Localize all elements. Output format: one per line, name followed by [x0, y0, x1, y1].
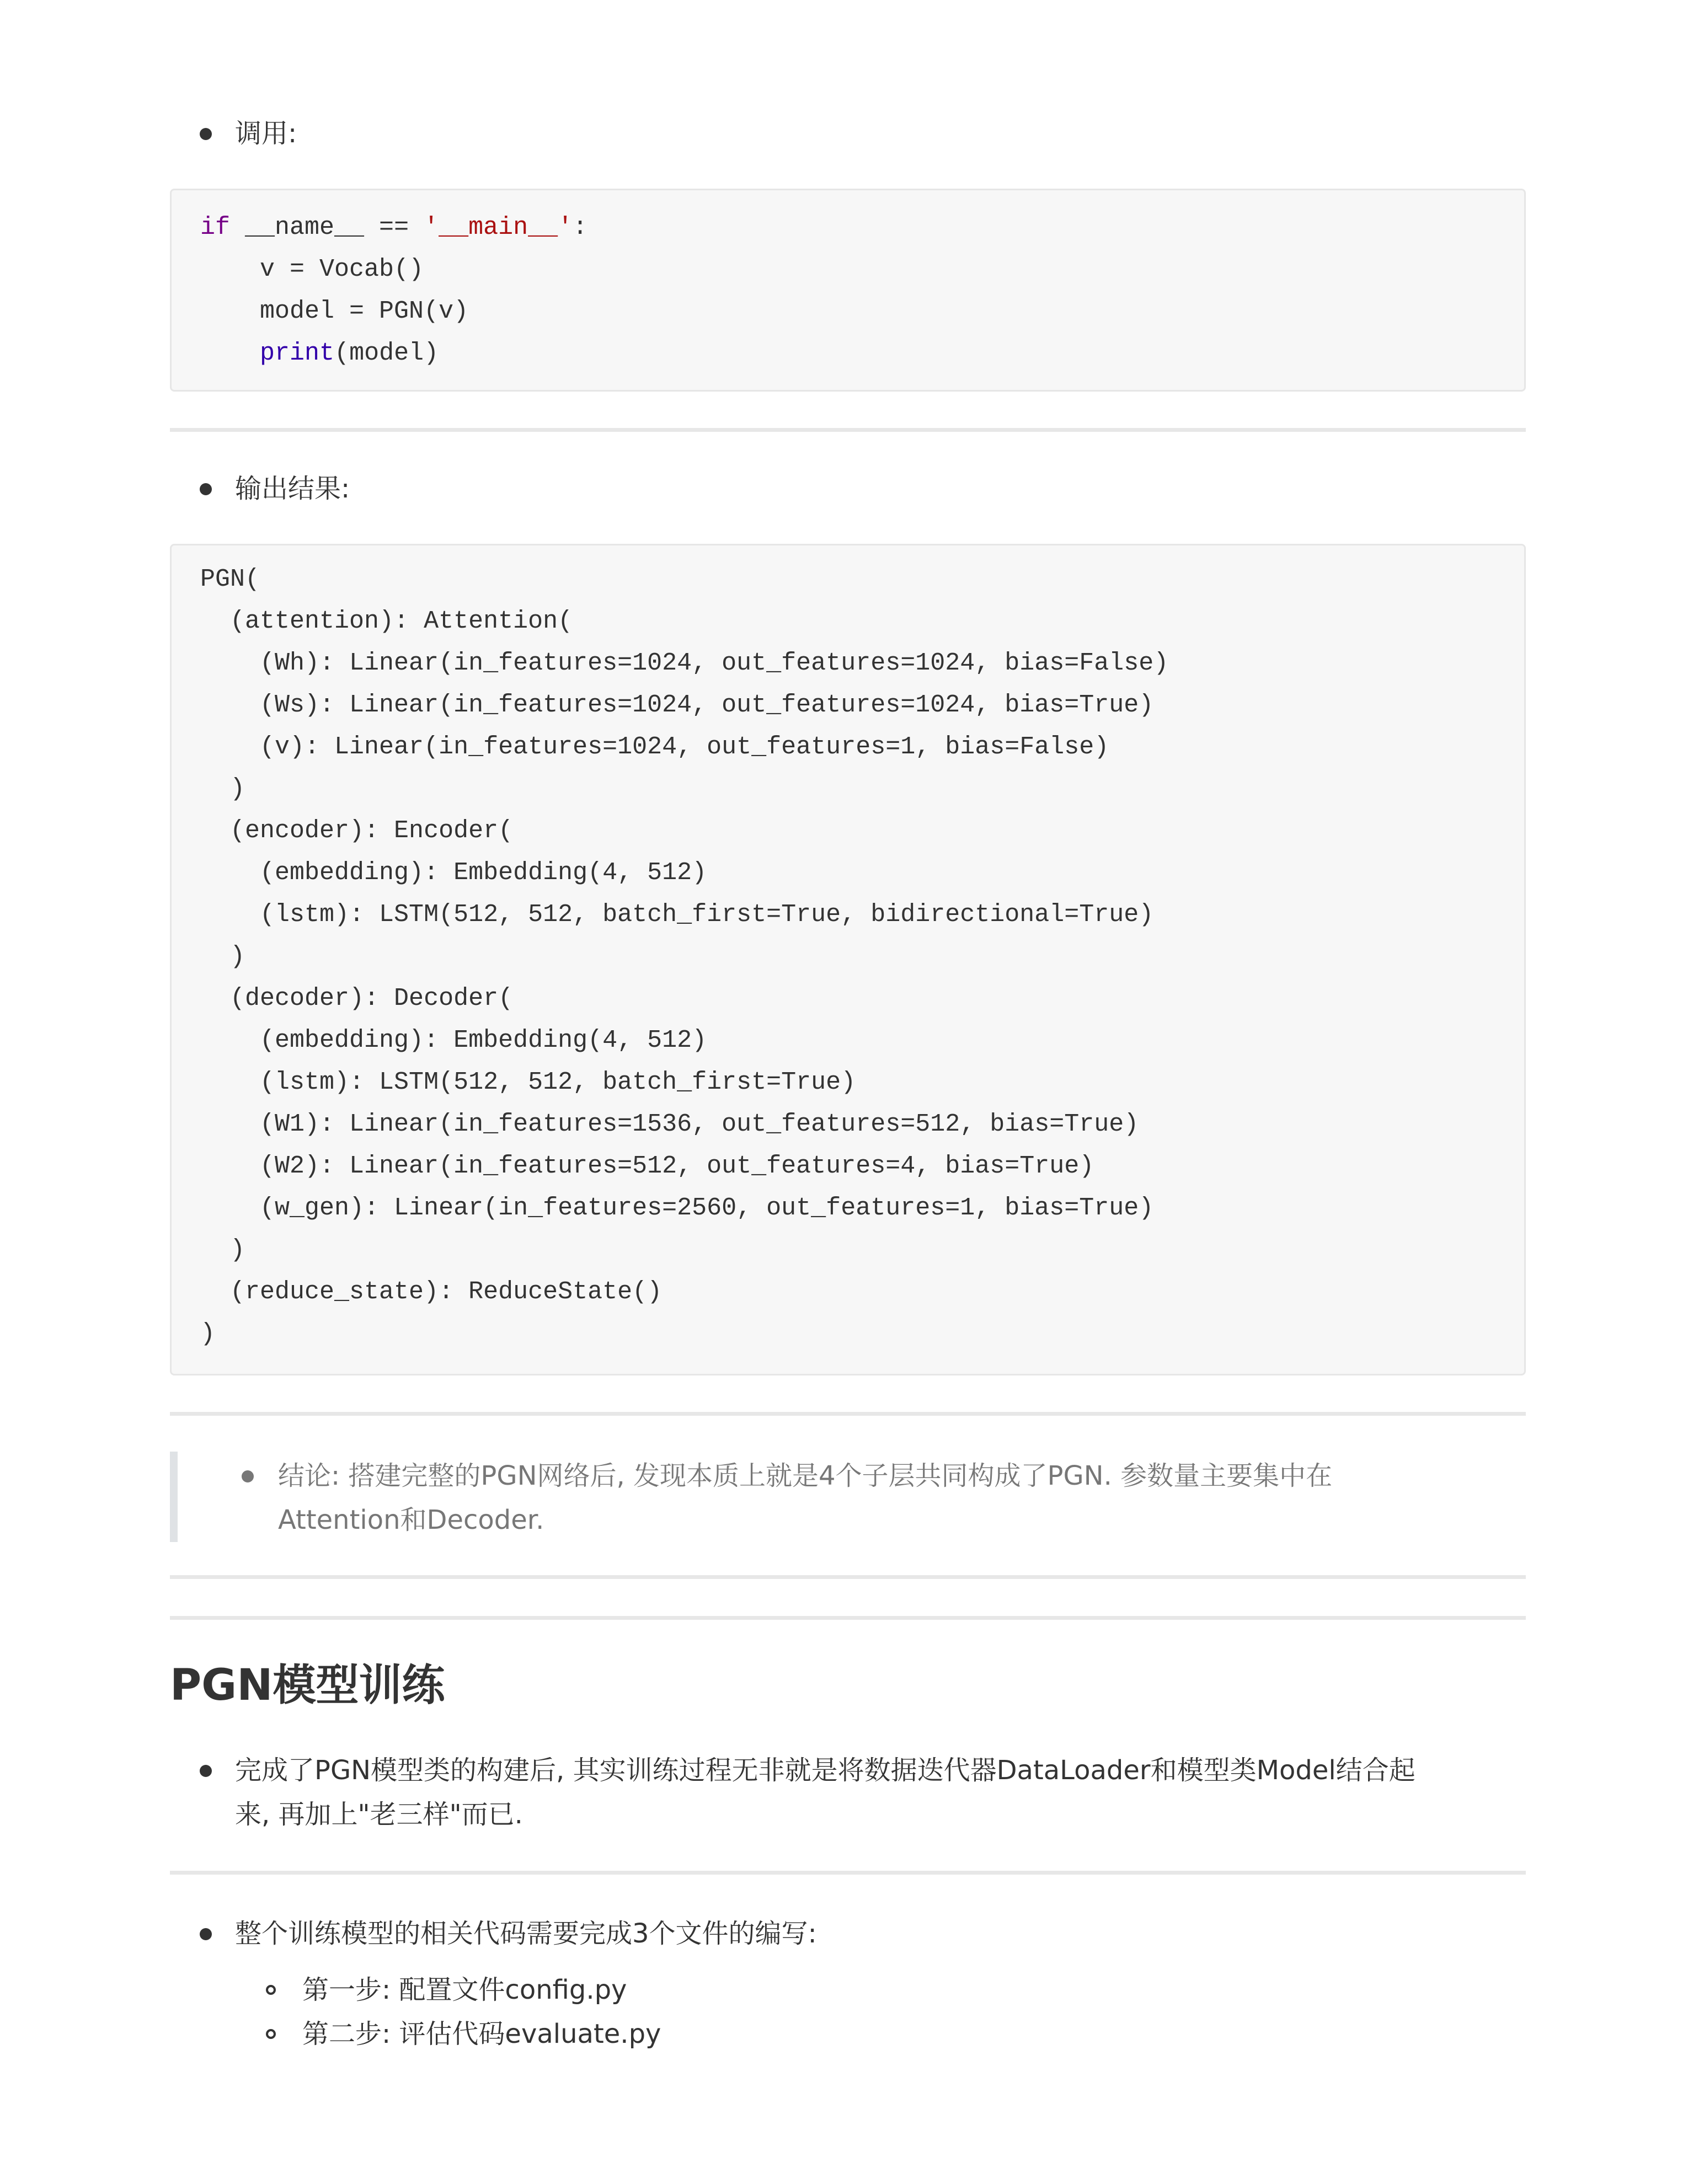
step-item: 第二步: 评估代码evaluate.py: [302, 2019, 661, 2049]
conclusion-line-1: 结论: 搭建完整的PGN网络后, 发现本质上就是4个子层共同构成了PGN. 参数量主要集中在: [278, 1460, 1333, 1491]
bullet-disc: [200, 1928, 212, 1940]
code-line: (Wh): Linear(in_features=1024, out_features=1024, bias=False): [200, 649, 1169, 677]
code-line: (W2): Linear(in_features=512, out_features=4, bias=True): [200, 1152, 1094, 1180]
code-line: ): [200, 775, 245, 803]
code-line: (lstm): LSTM(512, 512, batch_first=True): [200, 1068, 856, 1096]
code-line: (lstm): LSTM(512, 512, batch_first=True, bidirectional=True): [200, 901, 1154, 929]
code-line: (encoder): Encoder(: [200, 817, 514, 845]
sub-bullet-circle: [266, 1985, 276, 1995]
code-string: '__main__': [424, 213, 573, 242]
code-line: ): [200, 943, 245, 971]
sub-bullet-circle: [266, 2029, 276, 2039]
bullet-disc: [242, 1470, 254, 1482]
blockquote-bar: [170, 1452, 178, 1542]
code-builtin: print: [260, 339, 335, 367]
code-line: v = Vocab(): [200, 255, 424, 283]
training-paragraph-line-1: 完成了PGN模型类的构建后, 其实训练过程无非就是将数据迭代器DataLoader和模型类Model结合起: [235, 1755, 1415, 1786]
code-line: (w_gen): Linear(in_features=2560, out_features=1, bias=True): [200, 1194, 1154, 1222]
horizontal-rule: [170, 1575, 1526, 1579]
code-line: (W1): Linear(in_features=1536, out_features=512, bias=True): [200, 1110, 1139, 1138]
code-line: (embedding): Embedding(4, 512): [200, 1026, 707, 1054]
code-line: (decoder): Decoder(: [200, 984, 514, 1013]
horizontal-rule: [170, 1871, 1526, 1875]
code-line: (embedding): Embedding(4, 512): [200, 859, 707, 887]
horizontal-rule: [170, 1616, 1526, 1620]
code-block-call: [170, 189, 1526, 392]
code-line: model = PGN(v): [200, 297, 469, 325]
training-paragraph-line-2: 来, 再加上"老三样"而已.: [235, 1799, 523, 1830]
bullet-call: 调用:: [235, 118, 297, 149]
code-line: if __name__ == '__main__':: [200, 213, 588, 242]
conclusion-line-2: Attention和Decoder.: [278, 1505, 544, 1535]
code-line: (attention): Attention(: [200, 607, 573, 635]
section-heading: PGN模型训练: [170, 1661, 445, 1710]
code-line: print(model): [260, 339, 439, 367]
code-line: (reduce_state): ReduceState(): [200, 1278, 663, 1306]
code-line: (v): Linear(in_features=1024, out_features=1, bias=False): [200, 733, 1109, 761]
training-files-intro: 整个训练模型的相关代码需要完成3个文件的编写:: [235, 1918, 817, 1949]
code-block-output: [170, 544, 1526, 1375]
step-item: 第一步: 配置文件config.py: [302, 1974, 627, 2005]
bullet-output: 输出结果:: [235, 473, 350, 504]
bullet-disc: [200, 128, 212, 140]
code-line: ): [200, 1236, 245, 1264]
horizontal-rule: [170, 1412, 1526, 1416]
horizontal-rule: [170, 428, 1526, 432]
bullet-disc: [200, 483, 212, 495]
code-keyword: if: [200, 213, 231, 242]
bullet-disc: [200, 1765, 212, 1777]
code-line: (Ws): Linear(in_features=1024, out_features=1024, bias=True): [200, 691, 1154, 719]
code-line: ): [200, 1320, 216, 1348]
code-line: PGN(: [200, 565, 260, 593]
